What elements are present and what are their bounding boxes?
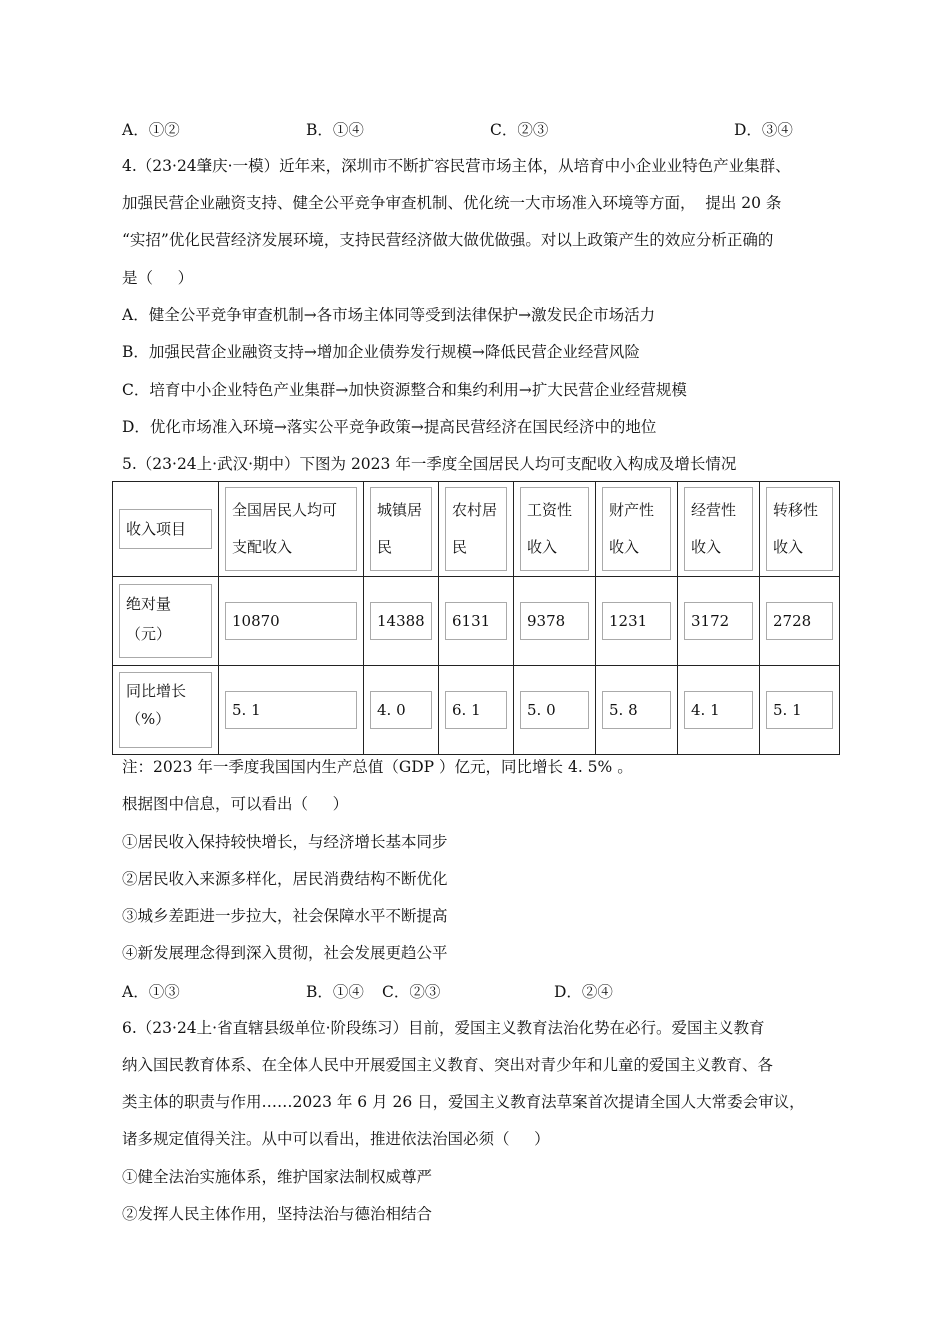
header-cell: 农村居民 xyxy=(445,487,507,571)
table-cell: 6. 1 xyxy=(445,691,507,729)
table-cell: 5. 0 xyxy=(520,691,589,729)
table-header-row xyxy=(113,482,840,577)
table-cell: 6131 xyxy=(445,602,507,640)
option-b: B．①④ xyxy=(306,121,364,139)
q6-statement-1: ①健全法治实施体系，维护国家法制权威尊严 xyxy=(122,1168,433,1186)
q5-stem: 5.（23·24上·武汉·期中）下图为 2023 年一季度全国居民人均可支配收入构成及增长情况 xyxy=(122,455,737,473)
option-c: C．②③ xyxy=(382,983,441,1001)
q6-stem-line-3: 类主体的职责与作用……2023 年 6 月 26 日，爱国主义教育法草案首次提请全国人大常委会审议， xyxy=(122,1093,805,1111)
table-cell: 2728 xyxy=(766,602,833,640)
q6-stem-line-2: 纳入国民教育体系、在全体人民中开展爱国主义教育、突出对青少年和儿童的爱国主义教育、各 xyxy=(122,1056,774,1074)
header-cell: 全国居民人均可支配收入 xyxy=(225,487,357,571)
option-a: A．①③ xyxy=(122,983,180,1001)
header-cell: 经营性收入 xyxy=(684,487,753,571)
option-c: C．②③ xyxy=(490,121,549,139)
table-cell: 4. 1 xyxy=(684,691,753,729)
table-cell: 4. 0 xyxy=(370,691,432,729)
option-b: B．①④ xyxy=(306,983,364,1001)
q4-stem-line-3: “实招”优化民营经济发展环境，支持民营经济做大做优做强。对以上政策产生的效应分析正确的 xyxy=(122,231,774,249)
option-a: A．①② xyxy=(122,121,180,139)
table-cell: 14388 xyxy=(370,602,432,640)
header-cell: 城镇居民 xyxy=(370,487,432,571)
q5-options xyxy=(122,980,842,1000)
header-cell: 工资性收入 xyxy=(520,487,589,571)
table-cell: 10870 xyxy=(225,602,357,640)
q4-option-b: B．加强民营企业融资支持→增加企业债券发行规模→降低民营企业经营风险 xyxy=(122,343,640,361)
q6-statement-2: ②发挥人民主体作用，坚持法治与德治相结合 xyxy=(122,1205,433,1223)
row-label: 绝对量（元） xyxy=(119,584,212,658)
option-d: D．②④ xyxy=(554,983,613,1001)
option-d: D．③④ xyxy=(734,121,793,139)
table-row xyxy=(113,577,840,666)
income-table xyxy=(112,481,840,755)
q5-statement-3: ③城乡差距进一步拉大，社会保障水平不断提高 xyxy=(122,907,448,925)
q4-stem-line-1: 4.（23·24肇庆·一模）近年来，深圳市不断扩容民营市场主体，从培育中小企业业特色产业集群、 xyxy=(122,157,791,175)
q4-option-a: A．健全公平竞争审查机制→各市场主体同等受到法律保护→激发民企市场活力 xyxy=(122,306,656,324)
table-row xyxy=(113,666,840,755)
q5-note: 注：2023 年一季度我国国内生产总值（GDP ）亿元，同比增长 4. 5% 。 xyxy=(122,758,633,776)
table-cell: 1231 xyxy=(602,602,671,640)
q5-statement-2: ②居民收入来源多样化，居民消费结构不断优化 xyxy=(122,870,448,888)
table-cell: 5. 1 xyxy=(225,691,357,729)
table-cell: 5. 1 xyxy=(766,691,833,729)
q4-stem-line-2: 加强民营企业融资支持、健全公平竞争审查机制、优化统一大市场准入环境等方面， 提出 20 条 xyxy=(122,194,782,212)
q5-statement-1: ①居民收入保持较快增长，与经济增长基本同步 xyxy=(122,833,448,851)
q4-stem-line-4: 是（ ） xyxy=(122,269,194,287)
row-label: 同比增长（%） xyxy=(119,672,212,748)
q6-stem-line-4: 诸多规定值得关注。从中可以看出，推进依法治国必须（ ） xyxy=(122,1130,550,1148)
table-cell: 5. 8 xyxy=(602,691,671,729)
q4-option-c: C．培育中小企业特色产业集群→加快资源整合和集约利用→扩大民营企业经营规模 xyxy=(122,381,687,399)
q4-option-d: D．优化市场准入环境→落实公平竞争政策→提高民营经济在国民经济中的地位 xyxy=(122,418,657,436)
header-cell: 收入项目 xyxy=(119,509,212,549)
table-cell: 9378 xyxy=(520,602,589,640)
q5-statement-4: ④新发展理念得到深入贯彻，社会发展更趋公平 xyxy=(122,944,448,962)
q5-question: 根据图中信息，可以看出（ ） xyxy=(122,795,349,813)
header-cell: 转移性收入 xyxy=(766,487,833,571)
table-cell: 3172 xyxy=(684,602,753,640)
prev-question-options xyxy=(122,118,842,138)
header-cell: 财产性收入 xyxy=(602,487,671,571)
q6-stem-line-1: 6.（23·24上·省直辖县级单位·阶段练习）目前，爱国主义教育法治化势在必行。爱国主义教育 xyxy=(122,1019,765,1037)
